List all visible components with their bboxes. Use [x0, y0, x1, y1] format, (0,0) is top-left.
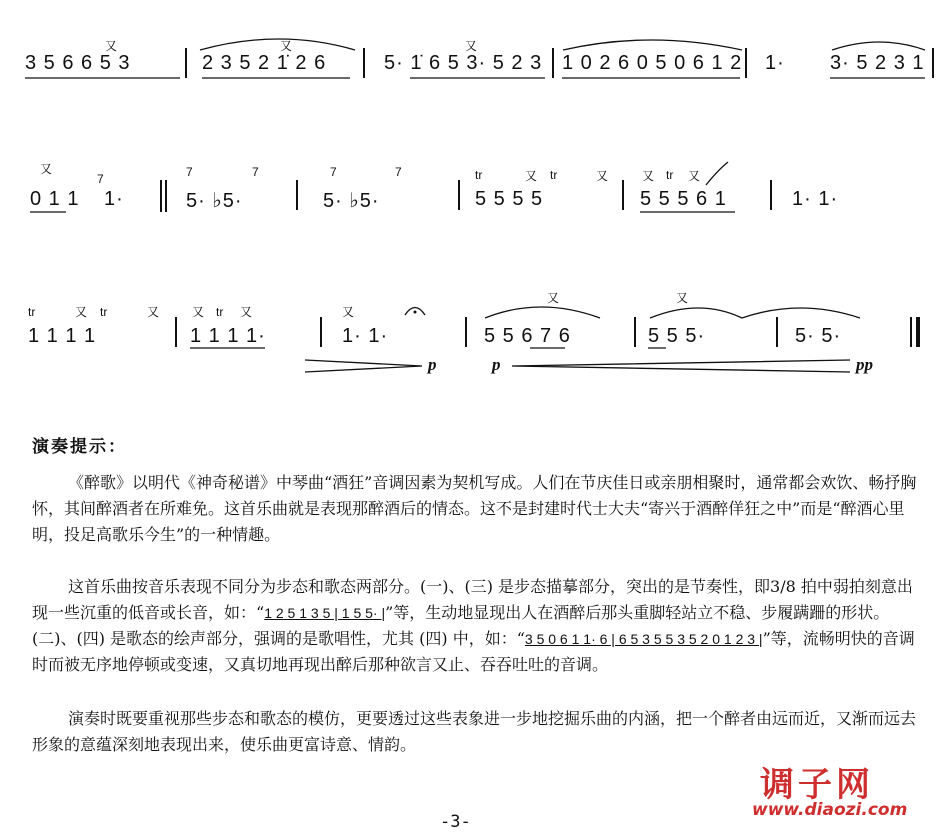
barline [458, 180, 460, 210]
ornament-you: 又 [642, 169, 655, 183]
watermark-site-url: www.diaozi.com [752, 800, 908, 820]
measure: 2 3 5 2 1̇ 2 6 [202, 52, 327, 74]
measure: 5 5 5· [648, 325, 706, 347]
measure: 5· 1̇ 6 5 3· 5 2 3 [384, 52, 543, 74]
barline [622, 180, 624, 210]
barline [745, 48, 747, 78]
ornament-tr: tr [475, 168, 483, 182]
measure: 1 0 2 6 0 5 0 6 1 2 [562, 52, 743, 74]
barline [776, 317, 778, 347]
ornament-you: 又 [688, 169, 701, 183]
measure: 1· 1· [792, 188, 839, 210]
measure: 1· [104, 188, 124, 210]
notation-example-2: 3 5 0 6 1 1· 6 | 6 5 3 5 5 3 5 2 0 1 2 3 | [524, 631, 763, 647]
notes-paragraph-2-text-a: 这首乐曲按音乐表现不同分为步态和歌态两部分。(一)、(三) 是步态描摹部分，突出的是节奏性，即3/8 拍中弱拍刻意出现一些沉重的低音或长音，如：“ [32, 577, 913, 622]
ornament-slide: 7 [252, 165, 259, 179]
ornament-slide: 7 [395, 165, 402, 179]
measure: 5 5 5 6 1 [640, 188, 727, 210]
ornament-you: 又 [240, 305, 253, 319]
ornament-you: 又 [525, 169, 538, 183]
ornament-you: 又 [596, 169, 609, 183]
barline [175, 317, 177, 347]
notes-heading: 演奏提示： [32, 437, 127, 457]
measure: 1· 1· [342, 325, 389, 347]
measure: 5· 5· [795, 325, 842, 347]
measure: 5 5 5 5 [475, 188, 544, 210]
measure: 5· ♭5· [186, 190, 243, 212]
ornament-tr: tr [550, 168, 558, 182]
ornament-you: 又 [105, 39, 118, 53]
notes-paragraph-2-text-b: ”等，生动地显现出人在酒醉后那头重脚轻站立不稳、步履蹒跚的形状。(二)、(四) 是歌态的绘声部分，强调的是歌唱性，尤其 (四) 中，如：“ [32, 603, 890, 648]
measure: 5 5 6 7 6 [484, 325, 571, 347]
ornament-you: 又 [280, 39, 293, 53]
barline [185, 48, 187, 78]
notes-paragraph-3-text: 演奏时既要重视那些步态和歌态的模仿，更要透过这些表象进一步地挖掘乐曲的内涵，把一个醉者由远而近，又渐而远去形象的意蕴深刻地表现出来，使乐曲更富诗意、情韵。 [32, 709, 917, 754]
barline [634, 317, 636, 347]
measure: 5· ♭5· [323, 190, 380, 212]
ornament-you: 又 [465, 39, 478, 53]
ornament-slide: 7 [330, 165, 337, 179]
final-barline [910, 317, 912, 347]
staff-row-1 [0, 0, 949, 110]
ornament-you: 又 [40, 162, 53, 176]
notes-paragraph-3 [32, 706, 922, 758]
dynamic-pp: pp [856, 355, 873, 374]
notes-paragraph-2-text-c: ”等，流畅明快的音调时而被无序地停顿或变速，又真切地再现出醉后那种欲言又止、吞吞吐吐的音调。 [32, 629, 915, 674]
dynamic-p: p [428, 355, 437, 374]
ornament-you: 又 [75, 305, 88, 319]
measure: 0 1 1 [30, 188, 80, 210]
page-number: -3- [440, 812, 471, 832]
measure: 3 5 6 6 5 3 [25, 52, 131, 74]
notes-paragraph-2 [32, 574, 922, 678]
measure: 3· 5 2 3 1 [830, 52, 925, 74]
barline [932, 48, 934, 78]
ornament-you: 又 [147, 305, 160, 319]
barline [363, 48, 365, 78]
barline [296, 180, 298, 210]
ornament-you: 又 [192, 305, 205, 319]
staff-row-2 [0, 130, 949, 240]
ornament-slide: 7 [186, 165, 193, 179]
double-barline [160, 180, 162, 212]
notes-paragraph-1-text: 《醉歌》以明代《神奇秘谱》中琴曲“酒狂”音调因素为契机写成。人们在节庆佳日或亲朋相聚时，通常都会欢饮、畅抒胸怀，其间醉酒者在所难免。这首乐曲就是表现那醉酒后的情态。这不是封建时代士大夫“寄兴于酒醉佯狂之中”而是“醉酒心里明，投足高歌乐今生”的一种情趣。 [32, 473, 917, 544]
notation-example-1: 1 2 5 1 3 5 | 1 5 5· | [264, 605, 386, 621]
dynamic-p: p [492, 355, 501, 374]
barline [770, 180, 772, 210]
measure: 1 1 1 1· [190, 325, 266, 347]
ornament-you: 又 [676, 291, 689, 305]
notes-paragraph-1 [32, 470, 922, 548]
final-barline [916, 317, 920, 347]
barline [552, 48, 554, 78]
measure: 1 1 1 1 [28, 325, 97, 347]
ornament-tr: tr [28, 305, 36, 319]
ornament-you: 又 [547, 291, 560, 305]
ornament-you: 又 [342, 305, 355, 319]
ornament-tr: tr [666, 168, 674, 182]
ornament-slide: 7 [97, 172, 104, 186]
ornament-tr: tr [216, 305, 224, 319]
measure: 1· [765, 52, 785, 74]
staff-row-3 [0, 285, 949, 395]
ornament-tr: tr [100, 305, 108, 319]
barline [465, 317, 467, 347]
watermark-site-name: 调子网 [760, 765, 874, 805]
double-barline [165, 180, 167, 212]
barline [320, 317, 322, 347]
